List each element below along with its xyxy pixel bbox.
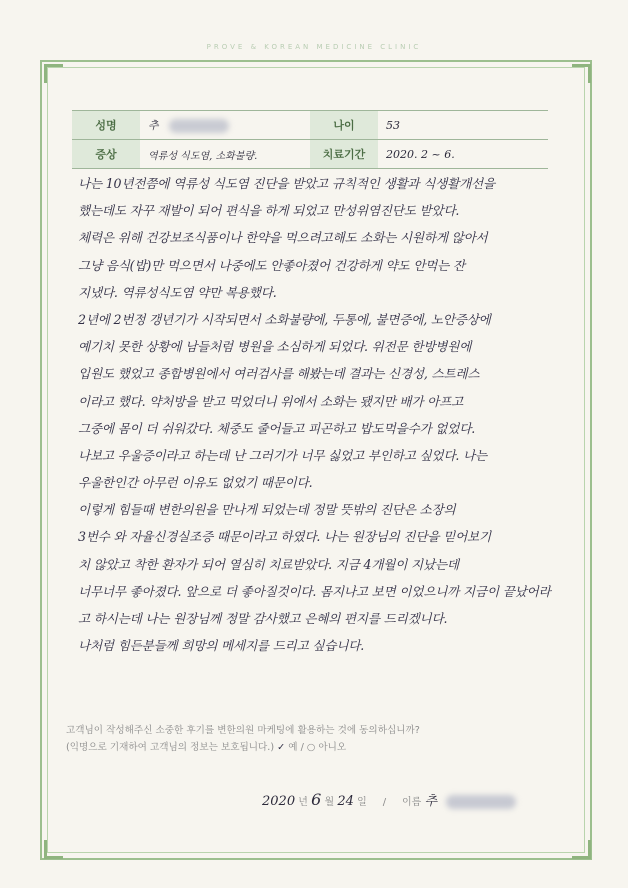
year-label: 년	[298, 797, 308, 808]
consent-question: 고객님이 작성해주신 소중한 후기를 변한의원 마케팅에 활용하는 것에 동의하십니까?	[66, 725, 420, 736]
handwritten-line: 입원도 했었고 종합병원에서 여러검사를 해봤는데 결과는 신경성, 스트레스	[78, 366, 480, 382]
corner-ornament	[44, 840, 63, 859]
sign-name: 추	[424, 794, 438, 809]
age-label: 나이	[310, 111, 378, 140]
period-label: 치료기간	[310, 140, 378, 169]
info-row	[72, 140, 548, 169]
symptom-value: 역류성 식도염, 소화불량.	[140, 140, 310, 169]
name-text: 추	[148, 119, 159, 132]
name-redaction	[169, 119, 229, 133]
sign-year: 2020	[262, 794, 296, 809]
handwritten-line: 이라고 했다. 약처방을 받고 먹었더니 위에서 소화는 됐지만 배가 아프고	[78, 393, 464, 409]
period-value: 2020. 2 ~ 6.	[378, 140, 548, 169]
clinic-header: PROVE & KOREAN MEDICINE CLINIC	[206, 43, 422, 51]
empty-circle-icon[interactable]: ○	[306, 742, 316, 753]
consent-no[interactable]: 아니오	[318, 742, 347, 753]
name-value	[140, 111, 310, 140]
consent-yes[interactable]: 예	[288, 742, 298, 753]
corner-ornament	[572, 840, 591, 859]
month-label: 월	[324, 797, 335, 808]
info-row	[72, 111, 548, 140]
sign-month: 6	[311, 790, 322, 809]
handwritten-line: 나는 10년전쯤에 역류성 식도염 진단을 받았고 규칙적인 생활과 식생활개선을	[78, 176, 495, 191]
corner-ornament	[44, 64, 63, 83]
day-label: 일	[357, 797, 367, 808]
name-label: 성명	[72, 111, 140, 140]
signature-redaction	[446, 795, 516, 809]
handwritten-line: 그중에 몸이 더 쉬워갔다. 체중도 줄어들고 피곤하고 밥도먹을수가 없었다.	[78, 420, 475, 436]
handwritten-line: 지냈다. 역류성식도염 약만 복용했다.	[78, 284, 277, 300]
symptom-label: 증상	[72, 140, 140, 169]
sign-day: 24	[337, 794, 354, 809]
handwritten-line: 이렇게 힘들때 변한의원을 만나게 되었는데 정말 뜻밖의 진단은 소장의	[78, 502, 456, 518]
handwritten-line: 너무너무 좋아졌다. 앞으로 더 좋아질것이다. 몸지나고 보면 이었으니까 지금이 끝났어라	[78, 583, 551, 599]
consent-note: (익명으로 기재하여 고객님의 정보는 보호됩니다.)	[66, 742, 275, 753]
handwritten-line: 했는데도 자꾸 재발이 되어 편식을 하게 되었고 만성위염진단도 받았다.	[78, 203, 460, 219]
handwritten-line: 우울한인간 아무런 이유도 없었기 때문이다.	[78, 475, 313, 491]
age-value: 53	[378, 111, 548, 140]
handwritten-line: 나보고 우울증이라고 하는데 난 그러기가 너무 싫었고 부인하고 싶었다. 나는	[78, 447, 487, 463]
handwritten-line: 예기치 못한 상황에 남들처럼 병원을 소심하게 되었다. 위전문 한방병원에	[78, 339, 472, 355]
check-icon[interactable]: ✓	[277, 742, 286, 753]
name-field-label: 이름	[401, 797, 422, 808]
handwritten-line: 체력은 위해 건강보조식품이나 한약을 먹으려고해도 소화는 시원하게 않아서	[78, 230, 488, 246]
signature-line	[262, 790, 582, 809]
consent-separator: /	[300, 742, 304, 753]
handwritten-line: 2년에 2번정 갱년기가 시작되면서 소화불량에, 두통에, 불면증에, 노안증상에	[78, 311, 491, 327]
sign-slash: /	[382, 797, 387, 808]
consent-options	[66, 739, 566, 756]
patient-info-table	[72, 110, 548, 169]
handwritten-line: 3번수 와 자율신경실조증 때문이라고 하였다. 나는 원장님의 진단을 믿어보기	[78, 529, 491, 545]
handwritten-line: 고 하시는데 나는 원장님께 정말 감사했고 은혜의 편지를 드리겠니다.	[78, 611, 448, 626]
testimonial-body	[78, 170, 558, 659]
handwritten-line: 치 않았고 착한 환자가 되어 열심히 치료받았다. 지금 4개월이 지났는데	[78, 556, 459, 572]
handwritten-line: 그냥 음식(밥)만 먹으면서 나중에도 안좋아졌어 건강하게 약도 안먹는 잔	[78, 257, 465, 273]
handwritten-line: 나처럼 힘든분들께 희망의 메세지를 드리고 싶습니다.	[78, 638, 365, 654]
corner-ornament	[572, 64, 591, 83]
consent-section	[66, 722, 566, 756]
